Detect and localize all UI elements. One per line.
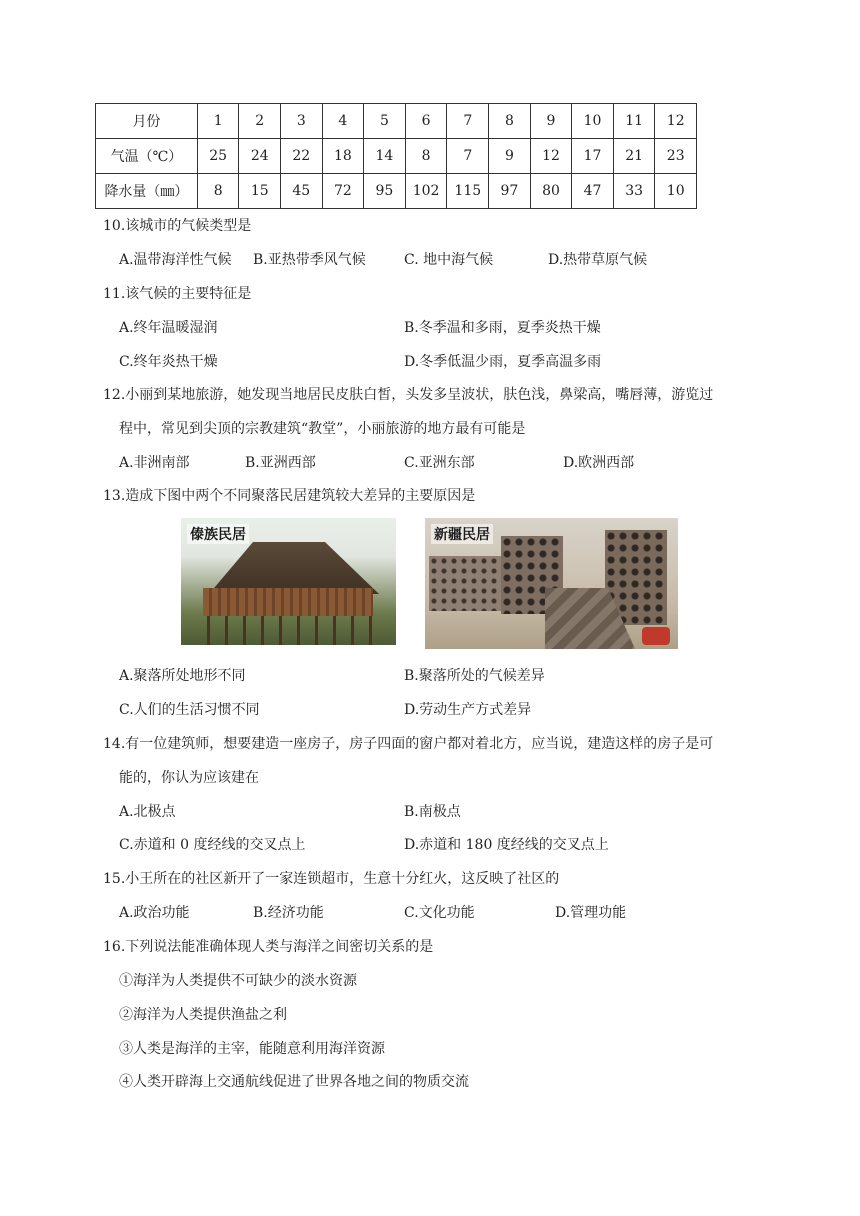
option-c: C.终年炎热干燥 [119, 354, 218, 370]
table-cell: 14 [364, 139, 406, 174]
statement-4: ④人类开辟海上交通航线促进了世界各地之间的物质交流 [119, 1074, 469, 1090]
table-cell: 9 [489, 139, 531, 174]
option-a: A.北极点 [119, 804, 176, 820]
statement-2: ②海洋为人类提供渔盐之利 [119, 1007, 287, 1023]
table-cell: 4 [322, 104, 364, 139]
table-cell: 33 [613, 174, 655, 209]
table-cell: 1 [197, 104, 239, 139]
question-12-line2: 程中，常见到尖顶的宗教建筑“教堂”，小丽旅游的地方最有可能是 [119, 421, 526, 437]
table-cell: 115 [447, 174, 489, 209]
photo-caption: 傣族民居 [187, 524, 249, 544]
table-cell: 5 [364, 104, 406, 139]
xinjiang-house-photo [425, 518, 678, 649]
table-cell: 8 [197, 174, 239, 209]
table-cell: 12 [655, 104, 697, 139]
option-c: C.亚洲东部 [404, 455, 475, 471]
table-cell: 8 [405, 139, 447, 174]
question-12-line1: 12.小丽到某地旅游，她发现当地居民皮肤白皙，头发多呈波状，肤色浅，鼻梁高，嘴唇薄，游览过 [103, 387, 714, 403]
option-c: C. 地中海气候 [404, 252, 494, 268]
table-cell: 95 [364, 174, 406, 209]
house-wall [203, 588, 373, 616]
table-cell: 12 [530, 139, 572, 174]
table-cell: 9 [530, 104, 572, 139]
option-b: B.聚落所处的气候差异 [404, 668, 545, 684]
option-c: C.人们的生活习惯不同 [119, 702, 260, 718]
statement-3: ③人类是海洋的主宰，能随意利用海洋资源 [119, 1041, 385, 1057]
option-c: C.赤道和 0 度经线的交叉点上 [119, 837, 306, 853]
option-d: D.管理功能 [555, 905, 627, 921]
question-11: 11.该气候的主要特征是 [103, 286, 252, 302]
table-row-month [96, 104, 697, 139]
option-c: C.文化功能 [404, 905, 475, 921]
table-cell: 降水量（㎜） [96, 174, 198, 209]
table-cell: 17 [572, 139, 614, 174]
climate-table [95, 103, 697, 209]
table-row-temperature [96, 139, 697, 174]
option-b: B.南极点 [404, 804, 461, 820]
table-cell: 45 [281, 174, 323, 209]
table-cell: 21 [613, 139, 655, 174]
table-cell: 6 [405, 104, 447, 139]
table-cell: 102 [405, 174, 447, 209]
table-cell: 10 [655, 174, 697, 209]
option-d: D.欧洲西部 [563, 455, 635, 471]
option-a: A.政治功能 [119, 905, 190, 921]
table-cell: 15 [239, 174, 281, 209]
option-d: D.热带草原气候 [548, 252, 648, 268]
question-10: 10.该城市的气候类型是 [103, 218, 252, 234]
option-a: A.非洲南部 [119, 455, 190, 471]
table-cell: 7 [447, 104, 489, 139]
watermark-logo [642, 627, 670, 645]
table-cell: 25 [197, 139, 239, 174]
question-14-line2: 能的，你认为应该建在 [119, 770, 259, 786]
photo-caption: 新疆民居 [431, 524, 493, 544]
table-cell: 10 [572, 104, 614, 139]
table-cell: 2 [239, 104, 281, 139]
table-cell: 97 [489, 174, 531, 209]
table-cell: 11 [613, 104, 655, 139]
option-d: D.赤道和 180 度经线的交叉点上 [404, 837, 609, 853]
table-row-precipitation [96, 174, 697, 209]
roof-shape [189, 542, 389, 594]
option-b: B.亚洲西部 [245, 455, 316, 471]
question-15: 15.小王所在的社区新开了一家连锁超市，生意十分红火，这反映了社区的 [103, 871, 560, 887]
stilts [207, 616, 372, 645]
table-cell: 80 [530, 174, 572, 209]
option-b: B.经济功能 [253, 905, 324, 921]
option-a: A.温带海洋性气候 [119, 252, 232, 268]
table-cell: 24 [239, 139, 281, 174]
table-cell: 23 [655, 139, 697, 174]
question-13: 13.造成下图中两个不同聚落民居建筑较大差异的主要原因是 [103, 488, 476, 504]
option-a: A.终年温暖湿润 [119, 320, 218, 336]
option-d: D.冬季低温少雨，夏季高温多雨 [404, 354, 602, 370]
question-14-line1: 14.有一位建筑师，想要建造一座房子，房子四面的窗户都对着北方，应当说，建造这样的房子是可 [103, 736, 714, 752]
table-cell: 气温（℃） [96, 139, 198, 174]
option-d: D.劳动生产方式差异 [404, 702, 532, 718]
option-b: B.亚热带季风气候 [253, 252, 366, 268]
table-cell: 7 [447, 139, 489, 174]
statement-1: ①海洋为人类提供不可缺少的淡水资源 [119, 973, 357, 989]
dai-house-photo [181, 518, 396, 645]
table-cell: 月份 [96, 104, 198, 139]
table-cell: 72 [322, 174, 364, 209]
table-cell: 8 [489, 104, 531, 139]
question-16: 16.下列说法能准确体现人类与海洋之间密切关系的是 [103, 939, 434, 955]
option-b: B.冬季温和多雨，夏季炎热干燥 [404, 320, 601, 336]
option-a: A.聚落所处地形不同 [119, 668, 246, 684]
table-cell: 3 [281, 104, 323, 139]
table-cell: 47 [572, 174, 614, 209]
table-cell: 22 [281, 139, 323, 174]
table-cell: 18 [322, 139, 364, 174]
